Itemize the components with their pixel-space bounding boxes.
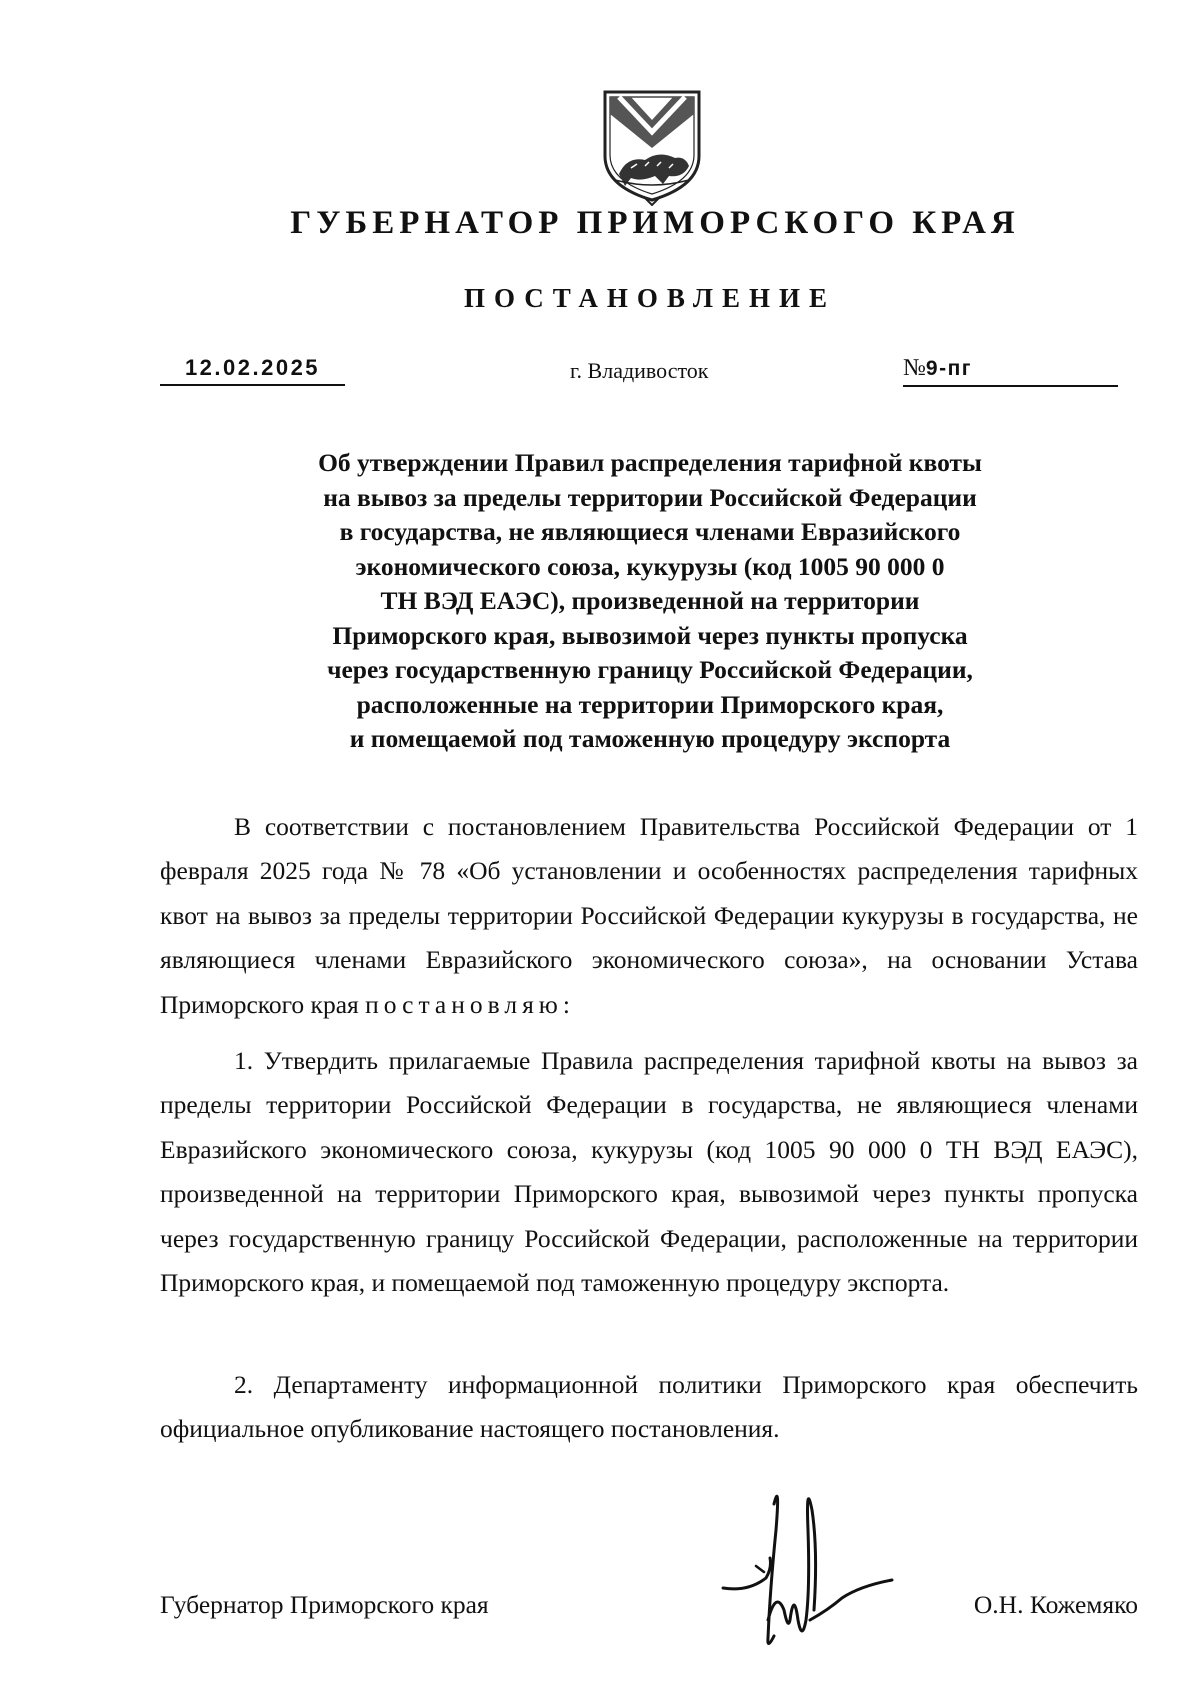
heading-line: расположенные на территории Приморского края, (356, 689, 944, 719)
org-title: ГУБЕРНАТОР ПРИМОРСКОГО КРАЯ (290, 205, 1020, 241)
heading-line: на вывоз за пределы территории Российской Федерации (323, 482, 977, 512)
doc-city: г. Владивосток (570, 358, 709, 383)
heading-line: Приморского края, вывозимой через пункты пропуска (332, 620, 968, 650)
signer-position: Губернатор Приморского края (160, 1590, 489, 1619)
doc-number (903, 355, 1118, 387)
heading-line: в государства, не являющиеся членами Евразийского (339, 517, 961, 546)
decree-word: постановляю: (365, 989, 575, 1019)
item-2-paragraph: 2. Департаменту информационной политики Приморского края обеспечить официальное опубликование настоящего постановления. (160, 1370, 1138, 1444)
handwritten-signature-icon (718, 1470, 908, 1670)
heading-line: экономического союза, кукурузы (код 1005 90 000 0 (355, 551, 945, 581)
signer-name: О.Н. Кожемяко (973, 1590, 1138, 1619)
number-sign: № (903, 355, 926, 381)
heading-line: ТН ВЭД ЕАЭС), произведенной на территории (380, 586, 920, 615)
preamble-paragraph (160, 805, 1138, 1027)
item-1-paragraph: 1. Утвердить прилагаемые Правила распределения тарифной квоты на вывоз за пределы территории Российской Федерации в государства, не являющиеся членами Евразийского экономического союза, кукурузы (код 1005 90 000 0 ТН ВЭД ЕАЭС), произведенной на территории Приморского края, вывозимой через пункты пропуска через государственную границу Российской Федерации, расположенные на территории Приморского края, и помещаемой под таможенную процедуру экспорта. (160, 1046, 1138, 1298)
heading-line: Об утверждении Правил распределения тарифной квоты (318, 448, 982, 477)
preamble-text: В соответствии с постановлением Правительства Российской Федерации от 1 февраля 2025 года № 78 «Об установлении и особенностях распределения тарифных квот на вывоз за пределы территории Российской Федерации кукурузы в государства, не являющиеся членами Евразийского экономического союза», на основании Устава Приморского края (160, 812, 1138, 1019)
doc-date: 12.02.2025 (160, 355, 345, 386)
heading-line: и помещаемой под таможенную процедуру экспорта (349, 724, 951, 753)
heading-line: через государственную границу Российской Федерации, (327, 655, 973, 684)
doc-type-title: ПОСТАНОВЛЕНИЕ (463, 283, 837, 313)
number-value: 9-пг (925, 357, 973, 380)
coat-of-arms-icon (597, 86, 707, 206)
doc-heading (150, 446, 1150, 757)
